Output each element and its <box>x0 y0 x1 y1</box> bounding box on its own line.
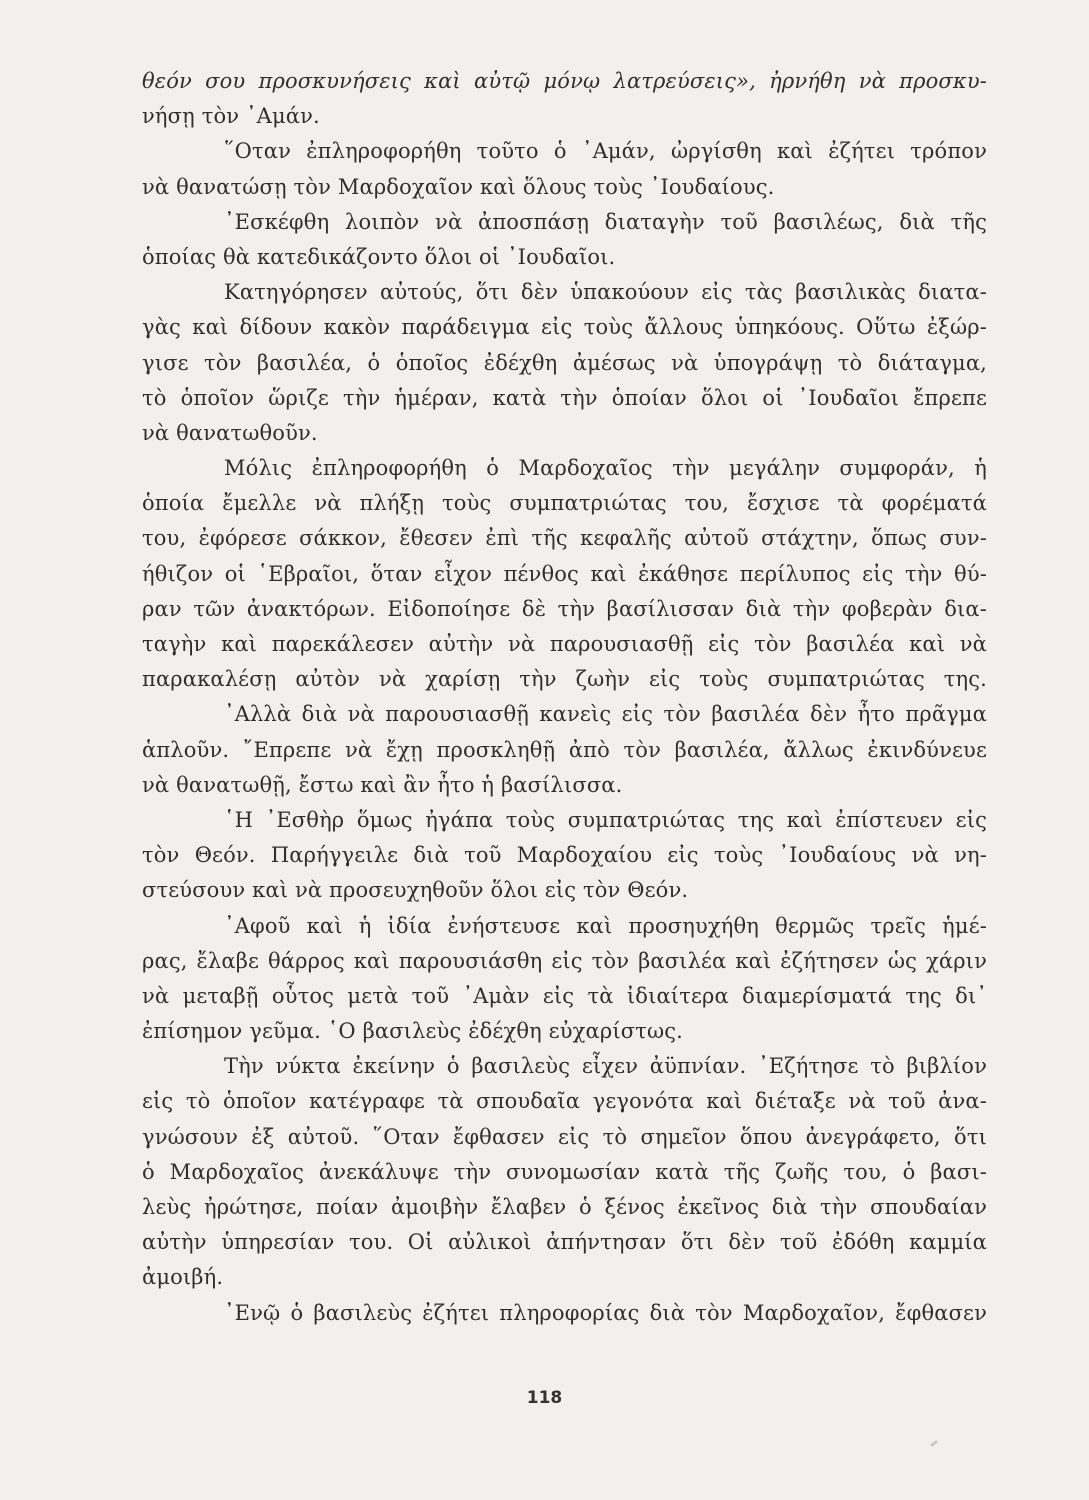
text-line: ραν τῶν ἀνακτόρων. Εἰδοποίησε δὲ τὴν βασίλισσαν διὰ τὴν φοβερὰν δια- <box>142 596 987 621</box>
paragraph-start-line: Τὴν νύκτα ἐκείνην ὁ βασιλεὺς εἶχεν ἀϋπνίαν. ᾿Εζήτησε τὸ βιβλίον <box>224 1054 987 1079</box>
paragraph-start-line: ᾿Αφοῦ καὶ ἡ ἰδία ἐνήστευσε καὶ προσηυχήθη θερμῶς τρεῖς ἡμέ- <box>224 913 987 938</box>
text-line: ἀμοιβή. <box>142 1265 224 1290</box>
text-line: παρακαλέσῃ αὐτὸν νὰ χαρίσῃ τὴν ζωὴν εἰς τοὺς συμπατριώτας της. <box>142 667 987 692</box>
text-line: ὁποίας θὰ κατεδικάζοντο ὅλοι οἱ ᾿Ιουδαῖοι. <box>142 244 616 269</box>
body-text <box>142 64 987 1331</box>
paragraph-start-line: ῾Η ᾿Εσθὴρ ὅμως ἠγάπα τοὺς συμπατριώτας της καὶ ἐπίστευεν εἰς <box>224 807 987 832</box>
text-line: εἰς τὸ ὁποῖον κατέγραφε τὰ σπουδαῖα γεγονότα καὶ διέταξε νὰ τοῦ ἀνα- <box>142 1089 987 1114</box>
text-line: ὁ Μαρδοχαῖος ἀνεκάλυψε τὴν συνομωσίαν κατὰ τῆς ζωῆς του, ὁ βασι- <box>142 1159 987 1184</box>
text-line: νὰ μεταβῇ οὗτος μετὰ τοῦ ᾿Αμὰν εἰς τὰ ἰδιαίτερα διαμερίσματά της δι᾿ <box>142 983 987 1008</box>
paragraph-start-line: Κατηγόρησεν αὐτούς, ὅτι δὲν ὑπακούουν εἰς τὰς βασιλικὰς διατα- <box>224 280 987 305</box>
page-number: 118 <box>526 1388 563 1408</box>
text-line: στεύσουν καὶ νὰ προσευχηθοῦν ὅλοι εἰς τὸν Θεόν. <box>142 878 689 903</box>
text-line: ἐπίσημον γεῦμα. ῾Ο βασιλεὺς ἐδέχθη εὐχαρίστως. <box>142 1019 683 1044</box>
text-line: γνώσουν ἐξ αὐτοῦ. ῞Οταν ἔφθασεν εἰς τὸ σημεῖον ὅπου ἀνεγράφετο, ὅτι <box>142 1124 987 1149</box>
text-line: ὁποία ἔμελλε νὰ πλήξῃ τοὺς συμπατριώτας του, ἔσχισε τὰ φορέματά <box>142 491 987 516</box>
paragraph-start-line: ᾿Εσκέφθη λοιπὸν νὰ ἀποσπάσῃ διαταγὴν τοῦ βασιλέως, διὰ τῆς <box>224 209 987 234</box>
text-line: του, ἐφόρεσε σάκκον, ἔθεσεν ἐπὶ τῆς κεφαλῆς αὐτοῦ στάχτην, ὅπως συν- <box>142 526 987 551</box>
paragraph-start-line: ᾿Αλλὰ διὰ νὰ παρουσιασθῇ κανεὶς εἰς τὸν βασιλέα δὲν ἦτο πρᾶγμα <box>224 702 987 727</box>
text-line: ήθιζον οἱ ῾Εβραῖοι, ὅταν εἶχον πένθος καὶ ἐκάθησε περίλυπος εἰς τὴν θύ- <box>142 561 987 586</box>
text-line: νήσῃ τὸν ᾿Αμάν. <box>142 104 320 129</box>
paragraph-start-line: Μόλις ἐπληροφορήθη ὁ Μαρδοχαῖος τὴν μεγάλην συμφοράν, ἡ <box>224 456 987 481</box>
text-line: αὐτὴν ὑπηρεσίαν του. Οἱ αὐλικοὶ ἀπήντησαν ὅτι δὲν τοῦ ἐδόθη καμμία <box>142 1230 987 1255</box>
text-line: ταγὴν καὶ παρεκάλεσεν αὐτὴν νὰ παρουσιασθῇ εἰς τὸν βασιλέα καὶ νὰ <box>142 632 987 656</box>
text-line: νὰ θανατωθῇ, ἔστω καὶ ἂν ἦτο ἡ βασίλισσα. <box>142 772 623 797</box>
paragraph-start-line: ῞Οταν ἐπληροφορήθη τοῦτο ὁ ᾿Αμάν, ὠργίσθη καὶ ἐζήτει τρόπον <box>224 139 987 164</box>
text-line: νὰ θανατώσῃ τὸν Μαρδοχαῖον καὶ ὅλους τοὺς ᾿Ιουδαίους. <box>142 174 775 199</box>
text-line: ρας, ἔλαβε θάρρος καὶ παρουσιάσθη εἰς τὸν βασιλέα καὶ ἐζήτησεν ὡς χάριν <box>142 948 987 973</box>
text-line: ἁπλοῦν. ῎Επρεπε νὰ ἔχῃ προσκληθῇ ἀπὸ τὸν βασιλέα, ἄλλως ἐκινδύνευε <box>142 737 987 762</box>
text-line: νὰ θανατωθοῦν. <box>142 420 318 445</box>
paragraph-start-line: ᾿Ενῷ ὁ βασιλεὺς ἐζήτει πληροφορίας διὰ τὸν Μαρδοχαῖον, ἔφθασεν <box>224 1300 987 1325</box>
text-line: λεὺς ἠρώτησε, ποίαν ἀμοιβὴν ἔλαβεν ὁ ξένος ἐκεῖνος διὰ τὴν σπουδαίαν <box>142 1195 987 1219</box>
text-line: τὸ ὁποῖον ὥριζε τὴν ἡμέραν, κατὰ τὴν ὁποίαν ὅλοι οἱ ᾿Ιουδαῖοι ἔπρεπε <box>142 385 987 410</box>
text-line: τὸν Θεόν. Παρήγγειλε διὰ τοῦ Μαρδοχαίου εἰς τοὺς ᾿Ιουδαίους νὰ νη- <box>142 843 987 868</box>
text-line: γὰς καὶ δίδουν κακὸν παράδειγμα εἰς τοὺς ἄλλους ὑπηκόους. Οὕτω ἐξώρ- <box>142 315 987 340</box>
text-line: γισε τὸν βασιλέα, ὁ ὁποῖος ἐδέχθη ἀμέσως νὰ ὑπογράψῃ τὸ διάταγμα, <box>142 350 987 375</box>
text-line: θεόν σου προσκυνήσεις καὶ αὐτῷ μόνῳ λατρεύσεις», ἠρνήθη νὰ προσκυ- <box>142 69 987 93</box>
paper-speck <box>930 1440 938 1447</box>
